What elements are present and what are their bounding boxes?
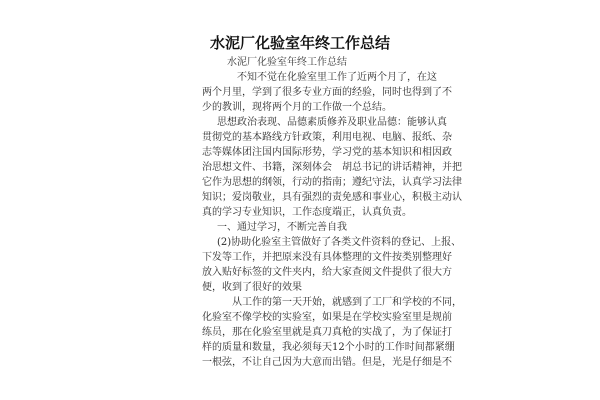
document-title: 水泥厂化验室年终工作总结 — [209, 34, 390, 52]
body-line: 真的学习专业知识，工作态度端正，认真负责。 — [202, 207, 412, 218]
body-line: 放入贴好标签的文件夹内，给大家查阅文件提供了很大方 — [202, 267, 452, 278]
body-line: 治思想文件、书籍，深刻体会 胡总书记的讲话精神，并把 — [202, 162, 462, 173]
body-line: 两个月里，学到了很多专业方面的经验，同时也得到了不 — [202, 87, 452, 98]
body-line: (2)协助化验室主管做好了各类文件资料的登记、上报、 — [217, 237, 462, 248]
body-line: 一根弦，不让自己因为大意而出错。但是，光是仔细是不 — [202, 357, 452, 368]
body-line: 它作为思想的纲领，行动的指南；遵纪守法，认真学习法律 — [202, 177, 462, 188]
body-line: 样的质量和数量，我必须每天12个小时的工作时间都紧绷 — [202, 342, 455, 353]
body-line: 便，收到了很好的效果 — [202, 282, 302, 293]
body-line: 化验室不像学校的实验室，如果是在学校实验室里是规前 — [202, 312, 452, 323]
document-subtitle: 水泥厂化验室年终工作总结 — [227, 57, 347, 68]
body-line: 下发等工作，并把原来没有具体整理的文件按类别整理好 — [202, 252, 452, 263]
body-line: 练员，那在化验室里就是真刀真枪的实战了，为了保证打 — [202, 327, 452, 338]
body-line: 少的教训，现将两个月的工作做一个总结。 — [202, 102, 392, 113]
body-line: 从工作的第一天开始，就感到了工厂和学校的不同， — [232, 297, 462, 308]
body-line: 志等媒体团注国内国际形势，学习党的基本知识和相因政 — [202, 147, 452, 158]
body-line: 不知不觉在化验室里工作了近两个月了，在这 — [237, 72, 437, 83]
section-heading: 一、通过学习，不断完善自我 — [217, 222, 347, 233]
body-line: 知识；爱岗敬业，具有强烈的责免感和事业心，积极主动认 — [202, 192, 462, 203]
body-line: 思想政治表现、品德素质修养及职业品德：能够认真 — [217, 117, 447, 128]
body-line: 贯彻党的基本路线方针政策，利用电视、电脑、报纸、杂 — [202, 132, 452, 143]
